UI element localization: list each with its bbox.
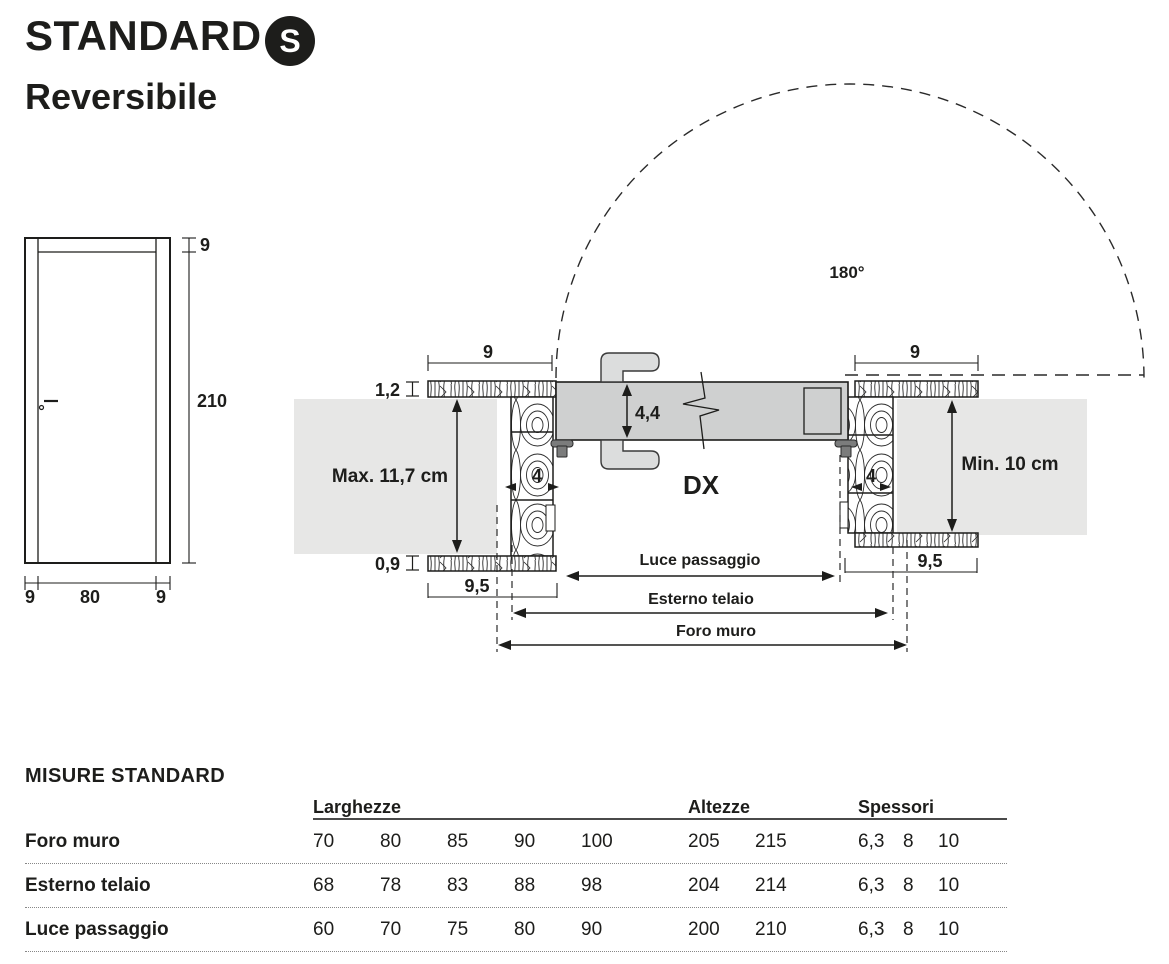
jamb-right-width-label: 4 [865, 466, 877, 486]
cell-value: 100 [581, 830, 613, 852]
cell-value: 10 [938, 918, 960, 940]
cell-value: 6,3 [858, 830, 885, 852]
table-title: MISURE STANDARD [25, 765, 226, 787]
span-luce-label: Luce passaggio [639, 552, 761, 569]
dim-left-95-label: 9,5 [464, 576, 490, 596]
cell-value: 75 [447, 918, 469, 940]
swing-angle-label: 180° [829, 263, 865, 282]
page-title: STANDARD [25, 12, 262, 59]
column-group-altezze: Altezze [688, 796, 751, 817]
wall-right-label: Min. 10 cm [961, 454, 1059, 475]
cell-value: 214 [755, 874, 787, 896]
cell-value: 215 [755, 830, 787, 852]
thickness-top-label: 1,2 [374, 380, 400, 400]
cell-value: 68 [313, 874, 335, 896]
span-foro-label: Foro muro [676, 623, 756, 640]
column-group-larghezze: Larghezze [313, 796, 402, 817]
cell-value: 8 [903, 874, 914, 896]
elevation-dim-bottom-center: 80 [79, 587, 101, 607]
measures-table [25, 765, 1007, 952]
cell-value: 204 [688, 874, 720, 896]
door-elevation [25, 238, 196, 590]
table-row-foro-muro [25, 820, 1007, 864]
cell-value: 10 [938, 830, 960, 852]
cell-value: 98 [581, 874, 603, 896]
table-header-row [25, 794, 1007, 820]
elevation-dim-top: 9 [200, 235, 211, 255]
dim-left-95 [428, 583, 557, 598]
dim-right-95-label: 9,5 [917, 551, 943, 571]
cell-value: 6,3 [858, 874, 885, 896]
page-subtitle: Reversibile [25, 76, 218, 117]
cell-value: 200 [688, 918, 720, 940]
cell-value: 8 [903, 918, 914, 940]
cell-value: 90 [581, 918, 603, 940]
span-luce [566, 571, 835, 581]
row-label: Luce passaggio [25, 918, 169, 940]
span-esterno [513, 608, 888, 618]
elevation-dim-height: 210 [197, 391, 228, 411]
thickness-bottom-label: 0,9 [374, 554, 400, 574]
cell-value: 88 [514, 874, 536, 896]
cell-value: 70 [380, 918, 402, 940]
cell-value: 90 [514, 830, 536, 852]
cell-value: 80 [514, 918, 536, 940]
column-group-spessori: Spessori [858, 796, 935, 817]
cell-value: 210 [755, 918, 787, 940]
leaf-thickness-label: 4,4 [635, 403, 661, 423]
latch-left [551, 440, 573, 457]
strike-slot-right [840, 502, 848, 528]
row-label: Foro muro [25, 830, 120, 852]
cell-value: 205 [688, 830, 720, 852]
dim-right-95 [845, 558, 977, 573]
elevation-dim-bottom-right: 9 [155, 587, 167, 607]
dim-right-9-label: 9 [909, 342, 921, 362]
row-label: Esterno telaio [25, 874, 151, 896]
elevation-height-dimension [182, 238, 196, 563]
table-row-esterno-telaio [25, 864, 1007, 908]
cell-value: 85 [447, 830, 469, 852]
cell-value: 78 [380, 874, 402, 896]
cell-value: 83 [447, 874, 469, 896]
cell-value: 70 [313, 830, 335, 852]
cell-value: 8 [903, 830, 914, 852]
elevation-dim-bottom-left: 9 [24, 587, 36, 607]
cell-value: 6,3 [858, 918, 885, 940]
dim-left-9-label: 9 [482, 342, 494, 362]
cell-value: 60 [313, 918, 335, 940]
cell-value: 80 [380, 830, 402, 852]
span-esterno-label: Esterno telaio [648, 591, 754, 608]
hand-label: DX [682, 470, 720, 500]
door-swing-arc [556, 84, 1144, 378]
wall-left-label: Max. 11,7 cm [331, 466, 449, 487]
strike-slot-left [546, 505, 555, 531]
jamb-left-width-label: 4 [531, 466, 543, 486]
table-row-luce-passaggio [25, 908, 1007, 952]
span-foro [498, 640, 907, 650]
cell-value: 10 [938, 874, 960, 896]
series-badge: S [265, 16, 315, 66]
